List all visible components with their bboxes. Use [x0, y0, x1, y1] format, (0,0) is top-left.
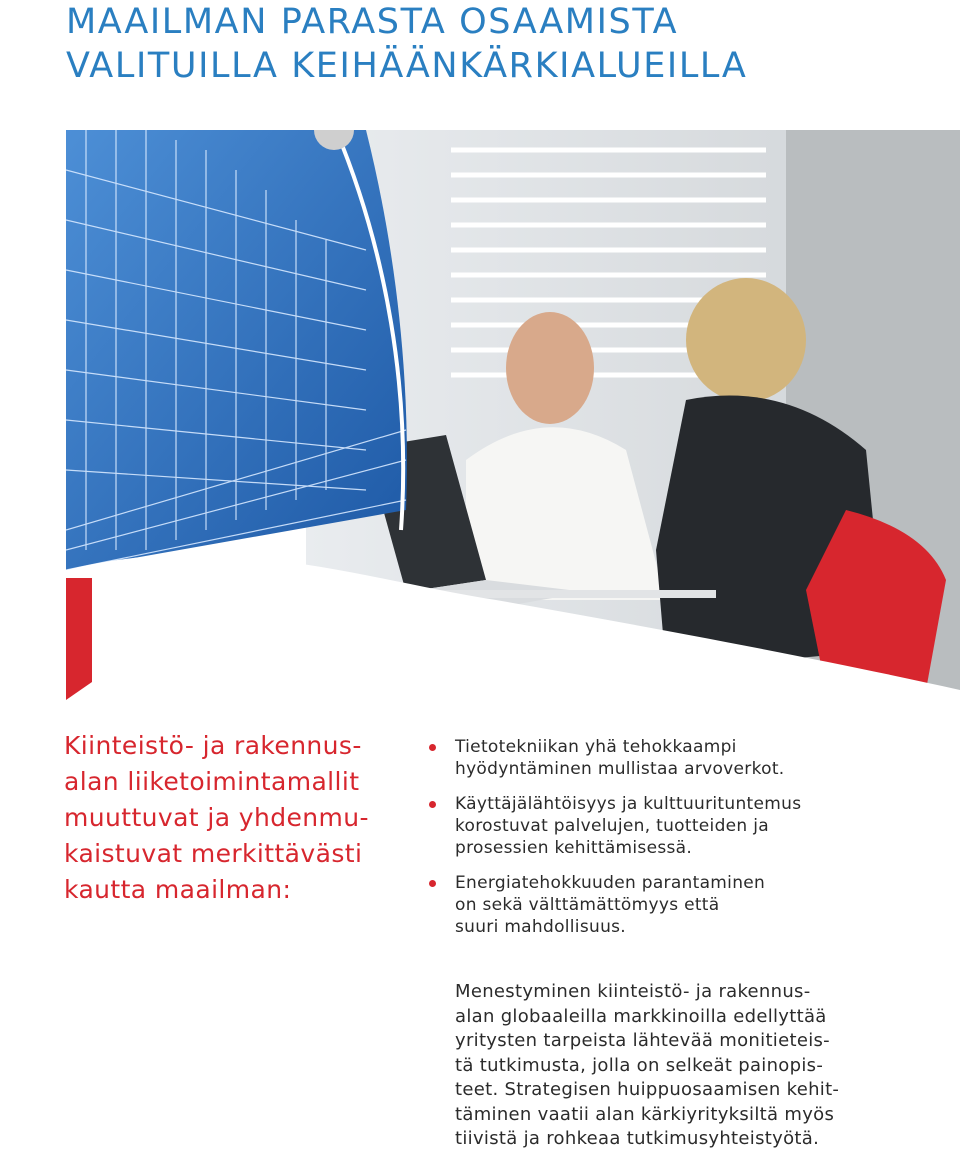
bullet-line: Käyttäjälähtöisyys ja kulttuurituntemus — [455, 794, 802, 814]
page-title — [66, 0, 946, 88]
bullet-line: on sekä välttämättömyys että — [455, 895, 720, 915]
body-paragraph — [455, 980, 955, 1152]
hero-illustration — [66, 130, 960, 700]
page-title-line-1: MAAILMAN PARASTA OSAAMISTA — [66, 2, 679, 42]
lead-line: kaistuvat merkittävästi — [64, 839, 363, 868]
bullet-dot-icon — [429, 801, 436, 808]
bullet-line: suuri mahdollisuus. — [455, 917, 627, 937]
body-line: tä tutkimusta, jolla on selkeät painopis- — [455, 1054, 824, 1076]
bullet-dot-icon — [429, 880, 436, 887]
lead-paragraph — [64, 728, 414, 908]
lead-line: alan liiketoimintamallit — [64, 767, 360, 796]
lead-line: kautta maailman: — [64, 875, 292, 904]
list-item — [428, 736, 948, 780]
body-line: tiivistä ja rohkeaa tutkimusyhteistyötä. — [455, 1128, 820, 1149]
bullet-line: hyödyntäminen mullistaa arvoverkot. — [455, 759, 785, 779]
red-accent-tab — [66, 578, 92, 700]
lead-line: Kiinteistö- ja rakennus- — [64, 731, 362, 760]
bullet-line: Energiatehokkuuden parantaminen — [455, 873, 766, 893]
body-line: alan globaaleilla markkinoilla edellyttää — [455, 1005, 827, 1027]
bullet-dot-icon — [429, 744, 436, 751]
hero-image — [66, 130, 960, 700]
body-line: yritysten tarpeista lähtevää monitieteis- — [455, 1030, 830, 1051]
body-line: täminen vaatii alan kärkiyrityksiltä myös — [455, 1103, 835, 1125]
bullet-list — [428, 736, 948, 951]
page-title-line-2: VALITUILLA KEIHÄÄNKÄRKIALUEILLA — [66, 46, 748, 86]
bullet-line: Tietotekniikan yhä tehokkaampi — [455, 737, 737, 757]
bullet-line: prosessien kehittämisessä. — [455, 838, 693, 858]
list-item — [428, 872, 948, 938]
body-line: teet. Strategisen huippuosaamisen kehit- — [455, 1079, 840, 1100]
list-item — [428, 793, 948, 859]
bullet-line: korostuvat palvelujen, tuotteiden ja — [455, 816, 769, 836]
body-line: Menestyminen kiinteistö- ja rakennus- — [455, 981, 811, 1002]
lead-line: muuttuvat ja yhdenmu- — [64, 803, 369, 832]
